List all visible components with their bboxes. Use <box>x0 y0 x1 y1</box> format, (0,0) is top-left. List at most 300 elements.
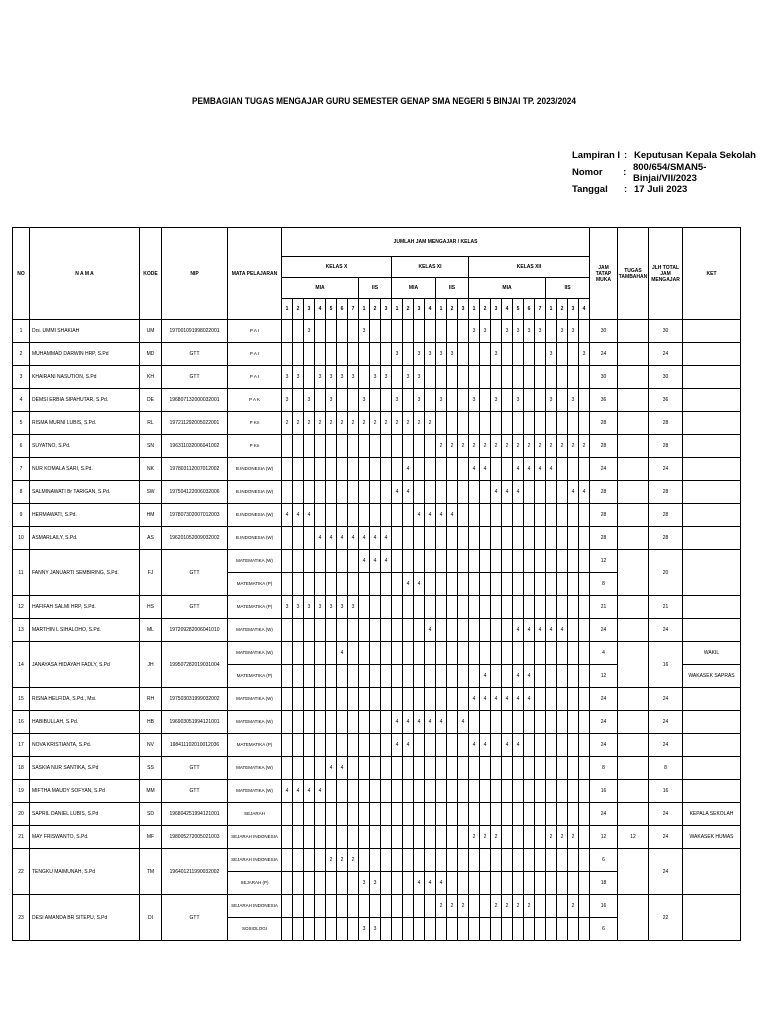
cell-hours <box>381 343 392 366</box>
cell-nip: 197209282006041010 <box>162 619 228 642</box>
cell-hours <box>568 619 579 642</box>
info-label: Lampiran I <box>572 150 621 161</box>
table-row <box>13 320 741 343</box>
cell-hours: 3 <box>546 389 557 412</box>
cell-kode: TM <box>140 849 162 895</box>
cell-hours <box>458 389 469 412</box>
table-row <box>13 596 741 619</box>
cell-hours: 4 <box>513 665 524 688</box>
cell-hours <box>414 320 425 343</box>
cell-hours <box>414 665 425 688</box>
cell-jam-tatap-muka: 8 <box>590 573 618 596</box>
class-number: 4 <box>579 299 590 320</box>
class-number: 2 <box>370 299 381 320</box>
cell-tugas-tambahan <box>618 619 649 642</box>
cell-hours: 4 <box>337 527 348 550</box>
cell-hours <box>579 619 590 642</box>
cell-ket <box>683 849 741 895</box>
cell-hours <box>469 711 480 734</box>
cell-hours <box>579 711 590 734</box>
cell-hours <box>315 803 326 826</box>
cell-hours <box>425 665 436 688</box>
cell-hours <box>348 688 359 711</box>
cell-hours <box>359 481 370 504</box>
cell-hours <box>414 619 425 642</box>
cell-jam-tatap-muka: 16 <box>590 780 618 803</box>
cell-hours <box>348 389 359 412</box>
cell-hours <box>348 619 359 642</box>
cell-hours <box>491 412 502 435</box>
cell-hours <box>381 918 392 941</box>
cell-hours <box>480 619 491 642</box>
header-jam-tatap-muka: JAM TATAP MUKA <box>590 228 618 320</box>
cell-nama: RISNA HELFIDA, S.Pd., Msi. <box>30 688 140 711</box>
class-number: 2 <box>403 299 414 320</box>
cell-no: 13 <box>13 619 30 642</box>
cell-total: 16 <box>649 780 683 803</box>
cell-hours <box>491 527 502 550</box>
cell-hours <box>392 872 403 895</box>
cell-hours <box>370 389 381 412</box>
cell-hours <box>370 757 381 780</box>
cell-hours <box>359 780 370 803</box>
cell-nip: 196804251994121001 <box>162 803 228 826</box>
cell-hours <box>436 734 447 757</box>
cell-hours <box>392 573 403 596</box>
cell-hours: 3 <box>370 366 381 389</box>
cell-hours: 3 <box>392 389 403 412</box>
cell-hours <box>469 803 480 826</box>
cell-nama: HAFIFAH SALMI HRP, S.Pd. <box>30 596 140 619</box>
cell-total: 21 <box>649 596 683 619</box>
cell-hours <box>480 527 491 550</box>
cell-hours <box>403 596 414 619</box>
cell-hours <box>513 573 524 596</box>
cell-jam-tatap-muka: 4 <box>590 642 618 665</box>
cell-mata-pelajaran: P A I <box>228 366 282 389</box>
cell-hours: 4 <box>370 527 381 550</box>
class-number: 3 <box>414 299 425 320</box>
info-label: Nomor <box>572 167 603 178</box>
cell-hours <box>359 435 370 458</box>
cell-hours <box>425 642 436 665</box>
cell-hours <box>414 757 425 780</box>
cell-hours <box>480 366 491 389</box>
cell-hours <box>568 665 579 688</box>
cell-hours <box>480 895 491 918</box>
cell-hours <box>293 688 304 711</box>
cell-hours <box>403 642 414 665</box>
cell-hours: 3 <box>491 343 502 366</box>
cell-hours: 3 <box>370 872 381 895</box>
cell-hours <box>502 343 513 366</box>
cell-hours <box>348 665 359 688</box>
cell-hours <box>535 343 546 366</box>
cell-hours <box>326 780 337 803</box>
table-row <box>13 550 741 573</box>
cell-ket: WAKASEK HUMAS <box>683 826 741 849</box>
cell-hours <box>304 527 315 550</box>
cell-hours: 2 <box>403 412 414 435</box>
table-row <box>13 711 741 734</box>
cell-hours: 3 <box>414 343 425 366</box>
cell-hours <box>326 665 337 688</box>
cell-hours <box>469 550 480 573</box>
cell-tugas-tambahan <box>618 895 649 941</box>
cell-hours <box>348 826 359 849</box>
cell-hours <box>326 619 337 642</box>
cell-kode: JH <box>140 642 162 688</box>
cell-hours <box>403 389 414 412</box>
cell-hours <box>359 803 370 826</box>
header-tugas-tambahan: TUGAS TAMBAHAN <box>618 228 649 320</box>
cell-hours <box>480 849 491 872</box>
cell-hours <box>579 780 590 803</box>
cell-hours: 4 <box>414 573 425 596</box>
cell-hours <box>326 872 337 895</box>
cell-hours <box>425 734 436 757</box>
cell-hours <box>436 619 447 642</box>
cell-tugas-tambahan <box>618 481 649 504</box>
cell-hours <box>480 803 491 826</box>
cell-total: 24 <box>649 734 683 757</box>
cell-hours <box>524 504 535 527</box>
cell-hours <box>447 849 458 872</box>
cell-hours: 4 <box>436 711 447 734</box>
cell-hours <box>304 734 315 757</box>
cell-hours <box>535 481 546 504</box>
cell-hours <box>348 320 359 343</box>
cell-hours <box>447 619 458 642</box>
cell-hours <box>359 573 370 596</box>
cell-hours <box>326 458 337 481</box>
cell-hours: 2 <box>359 412 370 435</box>
cell-nip: 197803112007012002 <box>162 458 228 481</box>
cell-hours: 2 <box>469 826 480 849</box>
cell-nip: 196807132000032001 <box>162 389 228 412</box>
cell-hours <box>326 895 337 918</box>
cell-hours <box>293 803 304 826</box>
cell-hours <box>557 343 568 366</box>
cell-hours <box>480 550 491 573</box>
cell-hours <box>579 596 590 619</box>
cell-hours: 2 <box>326 849 337 872</box>
cell-nip: GTT <box>162 343 228 366</box>
cell-total: 24 <box>649 849 683 895</box>
cell-hours <box>348 343 359 366</box>
cell-hours: 3 <box>447 343 458 366</box>
cell-hours <box>359 711 370 734</box>
cell-hours <box>469 665 480 688</box>
cell-hours <box>579 573 590 596</box>
cell-hours <box>557 642 568 665</box>
cell-hours <box>458 573 469 596</box>
cell-nip: GTT <box>162 895 228 941</box>
cell-hours <box>282 435 293 458</box>
cell-hours: 4 <box>513 619 524 642</box>
table-header <box>13 228 741 320</box>
cell-hours <box>370 458 381 481</box>
class-number: 2 <box>480 299 491 320</box>
cell-hours: 4 <box>480 688 491 711</box>
cell-hours <box>315 688 326 711</box>
cell-hours <box>447 826 458 849</box>
cell-nip: GTT <box>162 366 228 389</box>
cell-kode: KH <box>140 366 162 389</box>
cell-hours: 4 <box>447 504 458 527</box>
cell-hours <box>425 780 436 803</box>
cell-hours <box>370 711 381 734</box>
cell-hours <box>568 688 579 711</box>
cell-hours: 3 <box>326 366 337 389</box>
cell-nama: Drs. UMMI SHAKIAH <box>30 320 140 343</box>
cell-hours <box>502 872 513 895</box>
cell-ket <box>683 757 741 780</box>
cell-hours: 4 <box>304 780 315 803</box>
cell-tugas-tambahan: 12 <box>618 826 649 849</box>
cell-total: 20 <box>649 550 683 596</box>
cell-hours <box>458 734 469 757</box>
cell-jam-tatap-muka: 24 <box>590 458 618 481</box>
cell-hours <box>568 573 579 596</box>
cell-nip: 197807302007012003 <box>162 504 228 527</box>
cell-mata-pelajaran: MATEMATIKA (W) <box>228 711 282 734</box>
cell-hours <box>447 481 458 504</box>
cell-hours <box>491 573 502 596</box>
cell-hours <box>469 481 480 504</box>
cell-jam-tatap-muka: 28 <box>590 481 618 504</box>
cell-hours <box>359 757 370 780</box>
cell-hours: 2 <box>546 826 557 849</box>
cell-mata-pelajaran: MATEMATIKA (W) <box>228 642 282 665</box>
table-row <box>13 688 741 711</box>
cell-hours: 3 <box>337 596 348 619</box>
cell-nip: 197001091998022001 <box>162 320 228 343</box>
cell-hours <box>337 504 348 527</box>
cell-hours: 2 <box>557 826 568 849</box>
cell-total: 28 <box>649 435 683 458</box>
cell-hours <box>370 504 381 527</box>
cell-hours <box>359 366 370 389</box>
cell-hours <box>535 711 546 734</box>
cell-hours: 2 <box>491 435 502 458</box>
schedule-table <box>12 227 741 941</box>
cell-nip: 199507282019031004 <box>162 642 228 688</box>
cell-hours <box>557 550 568 573</box>
cell-hours <box>315 550 326 573</box>
cell-hours: 3 <box>524 320 535 343</box>
class-number: 1 <box>436 299 447 320</box>
cell-hours <box>337 481 348 504</box>
cell-hours: 4 <box>535 619 546 642</box>
cell-hours <box>293 711 304 734</box>
cell-mata-pelajaran: P A K <box>228 389 282 412</box>
cell-hours: 4 <box>337 642 348 665</box>
cell-hours <box>546 504 557 527</box>
cell-hours <box>326 435 337 458</box>
cell-hours <box>381 872 392 895</box>
cell-hours <box>348 803 359 826</box>
cell-hours <box>469 412 480 435</box>
cell-hours <box>491 918 502 941</box>
cell-hours <box>513 550 524 573</box>
cell-nama: HERMAWATI, S.Pd. <box>30 504 140 527</box>
cell-hours <box>557 688 568 711</box>
cell-hours <box>370 665 381 688</box>
class-number: 6 <box>337 299 348 320</box>
cell-hours: 4 <box>282 504 293 527</box>
cell-hours <box>337 895 348 918</box>
cell-hours <box>304 481 315 504</box>
cell-hours <box>293 389 304 412</box>
cell-kode: FJ <box>140 550 162 596</box>
cell-hours <box>381 665 392 688</box>
cell-hours <box>304 458 315 481</box>
cell-hours <box>381 688 392 711</box>
cell-hours <box>579 642 590 665</box>
cell-hours <box>568 803 579 826</box>
table-row <box>13 504 741 527</box>
cell-hours <box>546 780 557 803</box>
cell-hours <box>480 872 491 895</box>
cell-nip: 198411102010012036 <box>162 734 228 757</box>
cell-hours <box>502 389 513 412</box>
cell-hours <box>381 780 392 803</box>
cell-hours <box>315 504 326 527</box>
cell-hours: 4 <box>425 711 436 734</box>
cell-hours <box>535 550 546 573</box>
cell-hours <box>469 596 480 619</box>
cell-hours <box>315 734 326 757</box>
cell-hours <box>282 665 293 688</box>
cell-hours <box>414 458 425 481</box>
cell-hours <box>414 527 425 550</box>
cell-hours: 4 <box>524 619 535 642</box>
cell-hours: 4 <box>315 527 326 550</box>
cell-jam-tatap-muka: 24 <box>590 619 618 642</box>
cell-hours <box>447 803 458 826</box>
table-row <box>13 849 741 872</box>
cell-no: 10 <box>13 527 30 550</box>
cell-hours: 4 <box>392 711 403 734</box>
cell-hours <box>491 665 502 688</box>
cell-hours <box>579 895 590 918</box>
cell-tugas-tambahan <box>618 320 649 343</box>
cell-hours <box>491 780 502 803</box>
cell-hours <box>502 573 513 596</box>
cell-hours <box>458 918 469 941</box>
cell-hours <box>546 757 557 780</box>
cell-hours <box>557 504 568 527</box>
cell-hours <box>513 504 524 527</box>
info-label: Tanggal <box>572 184 608 195</box>
cell-hours <box>546 642 557 665</box>
cell-hours <box>337 343 348 366</box>
cell-mata-pelajaran: MATEMATIKA (P) <box>228 665 282 688</box>
cell-hours <box>579 757 590 780</box>
cell-kode: UM <box>140 320 162 343</box>
cell-jam-tatap-muka: 24 <box>590 343 618 366</box>
cell-hours: 2 <box>293 412 304 435</box>
cell-no: 17 <box>13 734 30 757</box>
cell-jam-tatap-muka: 36 <box>590 389 618 412</box>
cell-ket <box>683 412 741 435</box>
cell-nama: NUR KOMALA SARI, S.Pd. <box>30 458 140 481</box>
cell-hours <box>458 458 469 481</box>
cell-mata-pelajaran: MATEMATIKA (W) <box>228 619 282 642</box>
class-number: 1 <box>469 299 480 320</box>
cell-hours: 4 <box>524 688 535 711</box>
cell-hours <box>403 872 414 895</box>
table-row <box>13 366 741 389</box>
class-number: 4 <box>425 299 436 320</box>
cell-hours <box>568 780 579 803</box>
table-row <box>13 435 741 458</box>
cell-hours <box>315 573 326 596</box>
cell-nama: JANAYASA HIDAYAH FADLY, S.Pd <box>30 642 140 688</box>
cell-ket <box>683 780 741 803</box>
cell-tugas-tambahan <box>618 458 649 481</box>
cell-hours <box>293 573 304 596</box>
cell-hours: 2 <box>568 895 579 918</box>
cell-total: 24 <box>649 343 683 366</box>
cell-hours <box>436 665 447 688</box>
cell-hours <box>469 619 480 642</box>
cell-nip: 196311032006041002 <box>162 435 228 458</box>
cell-hours <box>568 550 579 573</box>
cell-hours <box>304 619 315 642</box>
cell-mata-pelajaran: MATEMATIKA (P) <box>228 573 282 596</box>
cell-hours <box>513 757 524 780</box>
cell-hours <box>458 596 469 619</box>
cell-tugas-tambahan <box>618 596 649 619</box>
cell-hours <box>304 343 315 366</box>
cell-hours <box>546 711 557 734</box>
class-number: 1 <box>359 299 370 320</box>
cell-hours <box>469 366 480 389</box>
cell-hours: 4 <box>403 481 414 504</box>
cell-hours <box>546 412 557 435</box>
cell-hours <box>425 527 436 550</box>
cell-hours <box>293 918 304 941</box>
cell-jam-tatap-muka: 30 <box>590 366 618 389</box>
cell-hours <box>458 872 469 895</box>
cell-hours <box>579 320 590 343</box>
cell-no: 11 <box>13 550 30 596</box>
cell-hours: 4 <box>491 688 502 711</box>
cell-mata-pelajaran: SEJARAH INDONESIA <box>228 895 282 918</box>
cell-kode: HS <box>140 596 162 619</box>
cell-hours: 3 <box>381 366 392 389</box>
cell-nip: 196903051994121001 <box>162 711 228 734</box>
cell-hours <box>436 918 447 941</box>
cell-hours: 3 <box>469 389 480 412</box>
class-number: 1 <box>282 299 293 320</box>
class-number: 3 <box>568 299 579 320</box>
cell-no: 8 <box>13 481 30 504</box>
info-colon: : <box>624 184 628 195</box>
cell-hours <box>282 573 293 596</box>
cell-hours <box>546 872 557 895</box>
cell-jam-tatap-muka: 16 <box>590 895 618 918</box>
cell-hours: 3 <box>392 343 403 366</box>
class-number: 3 <box>381 299 392 320</box>
cell-tugas-tambahan <box>618 412 649 435</box>
cell-hours <box>304 711 315 734</box>
cell-hours <box>425 918 436 941</box>
cell-hours <box>425 849 436 872</box>
class-number: 2 <box>557 299 568 320</box>
